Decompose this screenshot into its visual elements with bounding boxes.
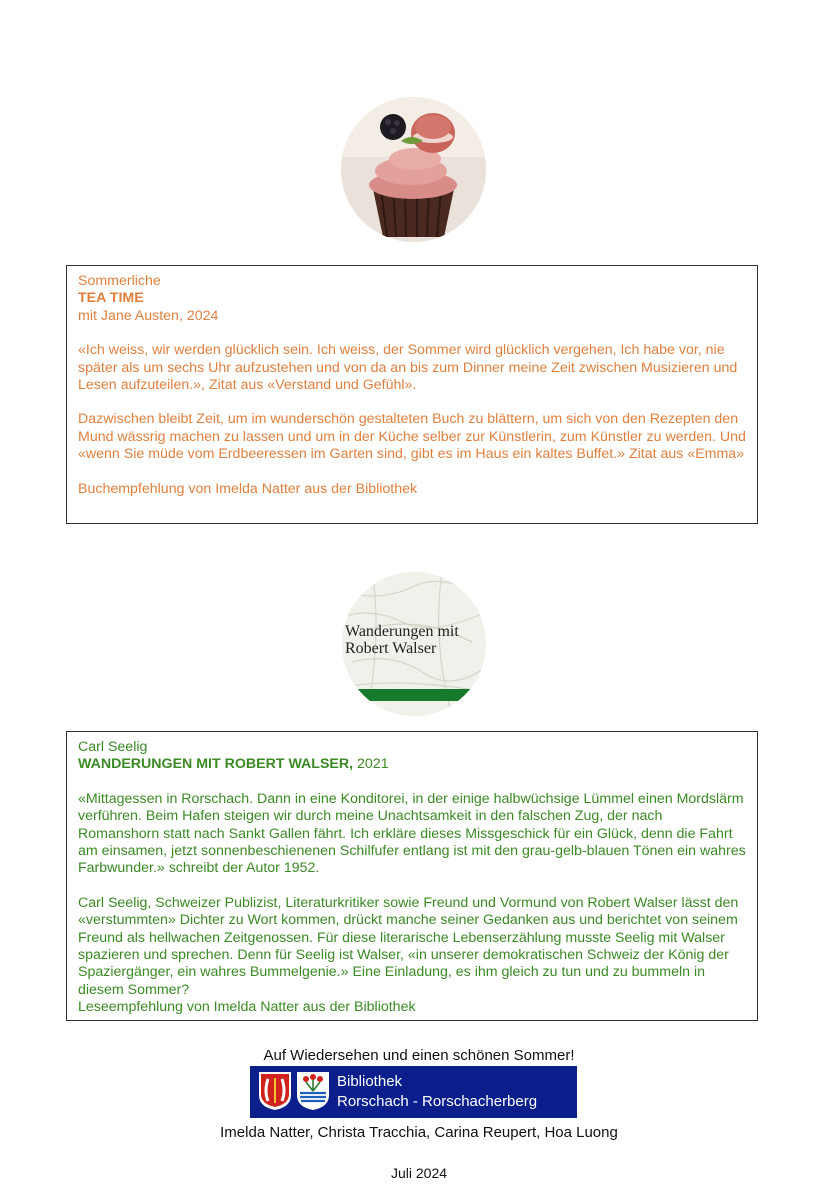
tea-recommendation: Buchempfehlung von Imelda Natter aus der Bibliothek xyxy=(78,480,418,497)
rorschacherberg-crest-icon xyxy=(296,1071,330,1116)
walser-recommendation-line: Leseempfehlung von Imelda Natter aus der Bibliothek xyxy=(78,999,416,1016)
publication-date: Juli 2024 xyxy=(390,1165,448,1181)
library-name-line2: Rorschach - Rorschacherberg xyxy=(337,1093,538,1110)
walser-heading xyxy=(78,756,747,773)
staff-names: Imelda Natter, Christa Tracchia, Carina Reupert, Hoa Luong xyxy=(220,1124,618,1141)
walser-recommendation xyxy=(66,731,758,1021)
tea-byline-year: , 2024 xyxy=(178,307,219,324)
cupcake-image xyxy=(341,97,486,242)
walser-author: Carl Seelig xyxy=(78,739,148,755)
tea-byline xyxy=(78,308,747,325)
cover-title-line1: Wanderungen mit xyxy=(345,623,459,640)
walser-body: Carl Seelig, Schweizer Publizist, Literaturkritiker sowie Freund und Vormund von Robert Walser lässt den «verstummten» Dichter zu Wort kommen, drückt manche seiner Gedanken aus und berichtet von seinem Freund als hellwachen Zeitgenossen. Für diese literarische Lebenserzählung musste Seelig mit Walser spazieren und sprechen. Denn für Seelig ist Walser, «in unserer demokratischen Schweiz der König der Spaziergänger, ein wahres Bummelgenie.» Eine Einladung, es ihm gleich zu tun und zu bummeln in diesem Sommer? xyxy=(78,894,739,998)
walser-title: WANDERUNGEN MIT ROBERT WALSER, xyxy=(78,756,354,773)
library-name-line1: Bibliothek xyxy=(337,1073,403,1090)
tea-series: Sommerliche xyxy=(78,273,161,289)
tea-time-recommendation xyxy=(66,265,758,524)
tea-title: TEA TIME xyxy=(78,290,144,307)
rorschach-crest-icon xyxy=(258,1071,292,1116)
walser-quote: «Mittagessen in Rorschach. Dann in eine Konditorei, in der einige halbwüchsige Lümmel einen Mordslärm verführen. Beim Hafen steigen wir durch meine Unachtsamkeit in den falschen Zug, der nach Romanshorn statt nach Sankt Gallen fährt. Ich erkläre dieses Missgeschick für ein Glück, denn die Fahrt am einsamen, jetzt sonnenbeschienenen Schilfufer entlang ist mit den grau-gelb-blauen Tönen ein wahres Farbwunder.» schreibt der Autor 1952. xyxy=(78,790,746,877)
tea-body: Dazwischen bleibt Zeit, um im wunderschön gestalteten Buch zu blättern, um sich von den Rezepten den Mund wässrig machen zu lassen und um in der Küche selber zur Künstlerin, zum Künstler zu werden. Und «wenn Sie müde vom Erdbeeressen im Garten sind, gibt es im Haus ein kaltes Buffet.» Zitat aus «Emma» xyxy=(78,411,746,463)
cover-title-line2: Robert Walser xyxy=(345,640,437,657)
tea-byline-prefix: mit Jane Austen xyxy=(78,307,179,324)
library-logo xyxy=(250,1066,577,1118)
tea-quote: «Ich weiss, wir werden glücklich sein. Ich weiss, der Sommer wird glücklich vergehen, Ich habe vor, nie später als um sechs Uhr aufzustehen und von da an bis zum Dinner meine Zeit zwischen Musizieren und Lesen aufzuteilen.», Zitat aus «Verstand und Gefühl». xyxy=(78,342,738,394)
walser-year: 2021 xyxy=(353,756,389,773)
walser-book-cover xyxy=(342,572,486,716)
farewell-text: Auf Wiedersehen und einen schönen Sommer! xyxy=(263,1047,575,1064)
